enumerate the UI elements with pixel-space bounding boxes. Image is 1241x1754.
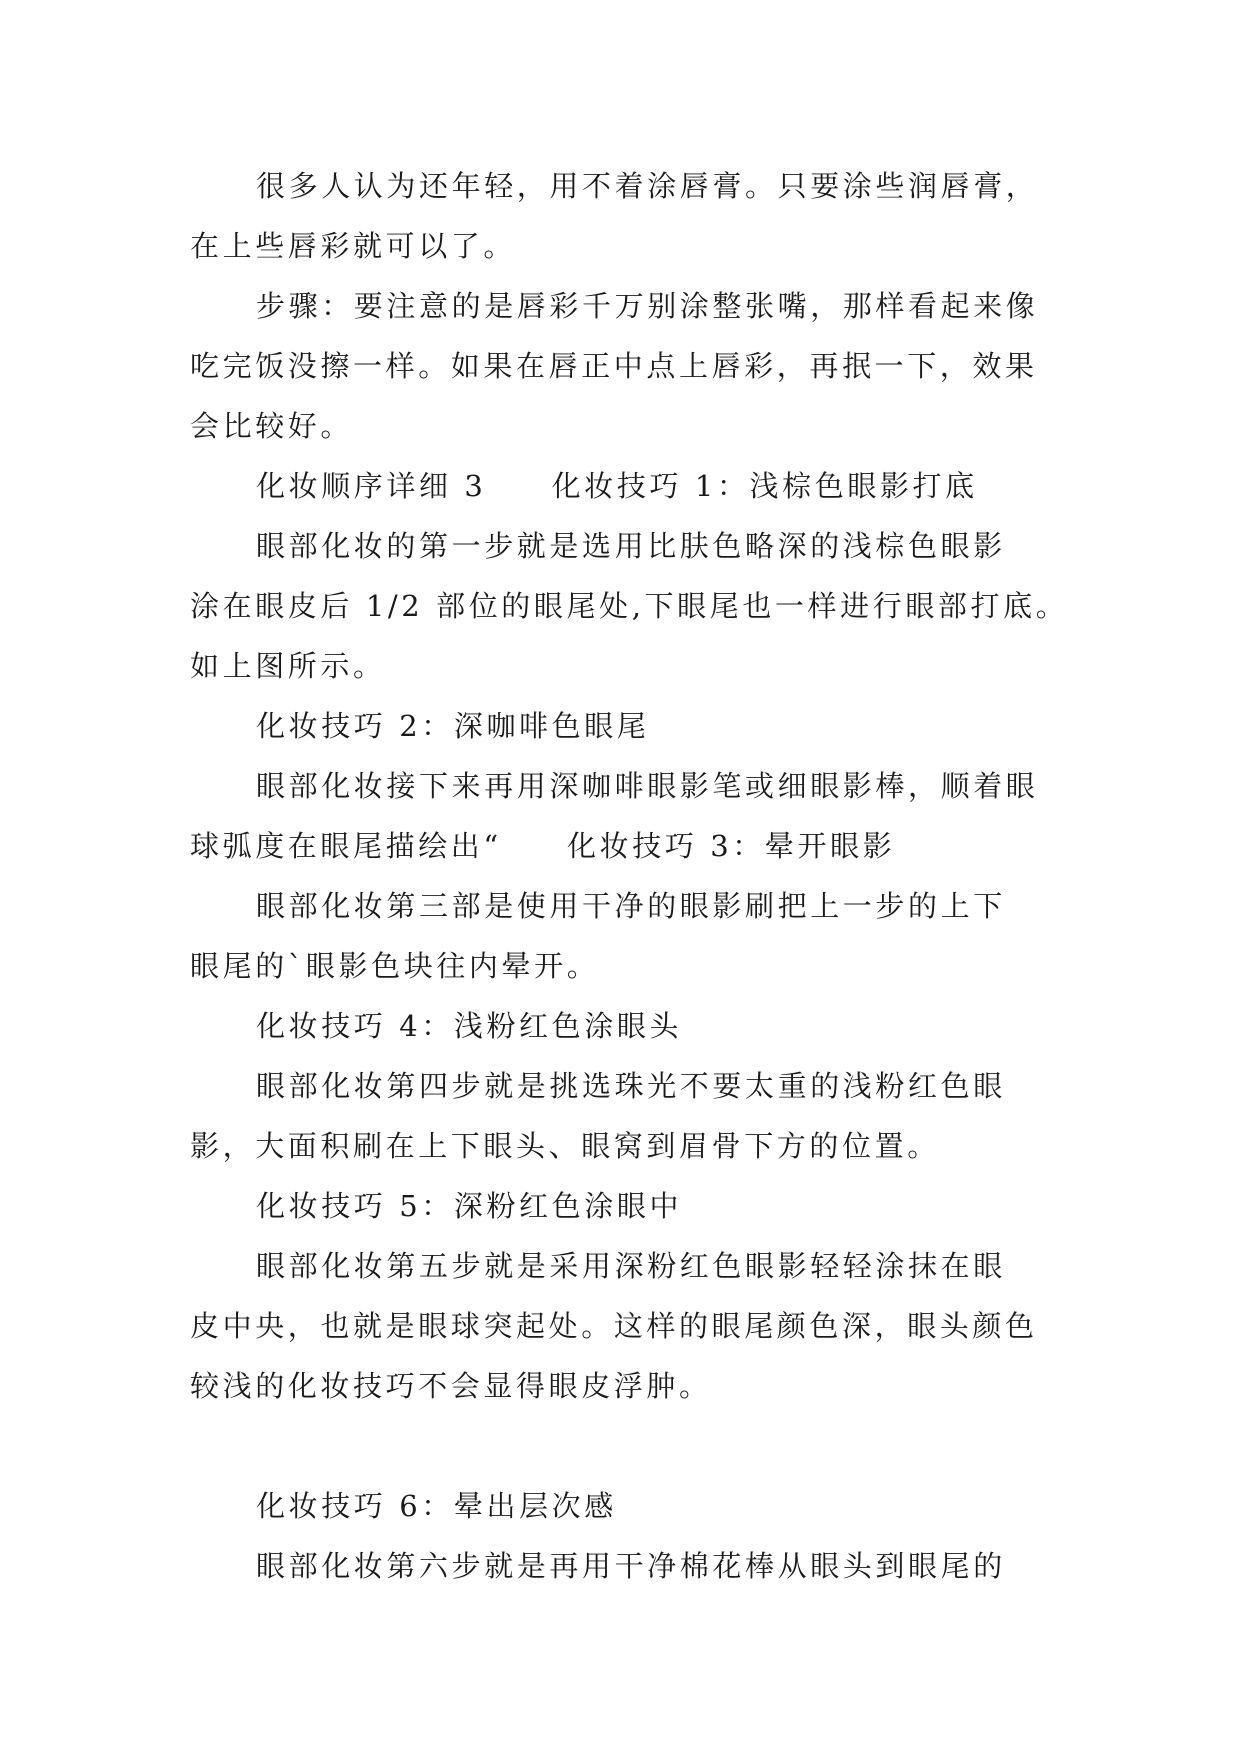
text-line: 会比较好。	[190, 409, 354, 443]
text-line: 眼部化妆第四步就是挑选珠光不要太重的浅粉红色眼	[256, 1069, 1006, 1103]
text-line: 如上图所示。	[190, 649, 386, 683]
text-line: 步骤：要注意的是唇彩千万别涂整张嘴，那样看起来像	[256, 289, 1039, 323]
text-line: 眼部化妆接下来再用深咖啡眼影笔或细眼影棒，顺着眼	[256, 769, 1039, 803]
text-line: 眼部化妆的第一步就是选用比肤色略深的浅棕色眼影	[256, 529, 1006, 563]
text-line: 在上些唇彩就可以了。	[190, 229, 517, 263]
section-heading: 化妆技巧 6：晕出层次感	[256, 1489, 617, 1523]
text-line: 眼部化妆第五步就是采用深粉红色眼影轻轻涂抹在眼	[256, 1249, 1006, 1283]
text-line: 眼部化妆第三部是使用干净的眼影刷把上一步的上下	[256, 889, 1006, 923]
section-heading: 化妆顺序详细 3 化妆技巧 1：浅棕色眼影打底	[256, 469, 978, 503]
text-line: 眼部化妆第六步就是再用干净棉花棒从眼头到眼尾的	[256, 1549, 1006, 1583]
text-line: 皮中央，也就是眼球突起处。这样的眼尾颜色深，眼头颜色	[190, 1309, 1038, 1343]
text-line: 较浅的化妆技巧不会显得眼皮浮肿。	[190, 1369, 712, 1403]
section-heading: 化妆技巧 2：深咖啡色眼尾	[256, 709, 650, 743]
text-line: 吃完饭没擦一样。如果在唇正中点上唇彩，再抿一下，效果	[190, 349, 1038, 383]
section-heading: 化妆技巧 5：深粉红色涂眼中	[256, 1189, 683, 1223]
text-line: 球弧度在眼尾描绘出“ 化妆技巧 3：晕开眼影	[190, 829, 896, 863]
text-line: 很多人认为还年轻，用不着涂唇膏。只要涂些润唇膏，	[256, 169, 1039, 203]
section-heading: 化妆技巧 4：浅粉红色涂眼头	[256, 1009, 683, 1043]
text-line: 涂在眼皮后 1/2 部位的眼尾处,下眼尾也一样进行眼部打底。	[190, 589, 1069, 623]
text-line: 影，大面积刷在上下眼头、眼窝到眉骨下方的位置。	[190, 1129, 940, 1163]
text-line: 眼尾的`眼影色块往内晕开。	[190, 949, 600, 983]
